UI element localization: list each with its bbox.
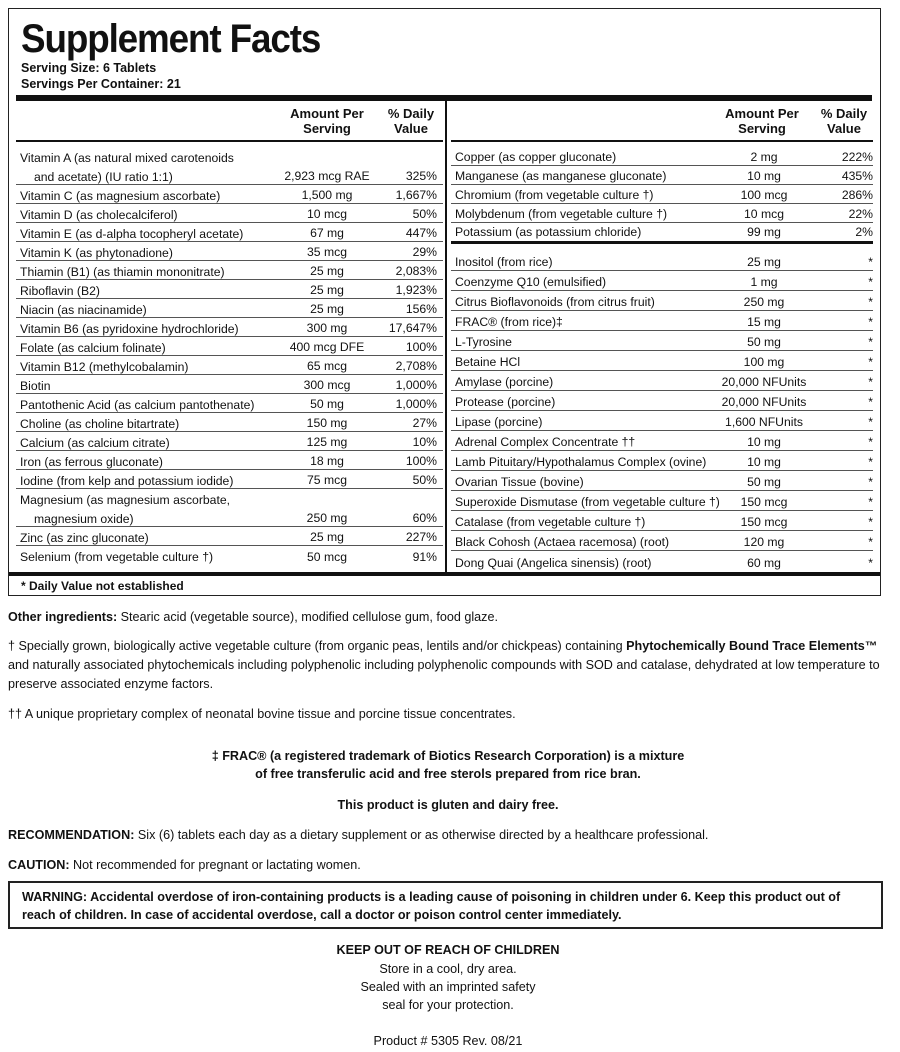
column-divider	[445, 97, 447, 572]
daily-value: 22%	[848, 207, 873, 221]
table-row	[16, 527, 443, 546]
amount-per-serving: 99 mg	[747, 225, 781, 239]
amount-per-serving: 1 mg	[750, 275, 778, 289]
keep-out-of-reach: KEEP OUT OF REACH OF CHILDREN	[336, 943, 560, 957]
panel-title: Supplement Facts	[21, 17, 321, 61]
nutrient-name-line: Magnesium (as magnesium ascorbate,	[20, 493, 230, 507]
header-rule	[16, 95, 872, 101]
table-row	[16, 242, 443, 261]
servings-per-container: Servings Per Container: 21	[21, 77, 181, 91]
daily-value: 50%	[412, 473, 437, 487]
serving-size: Serving Size: 6 Tablets	[21, 61, 157, 75]
amount-per-serving: 2,923 mcg RAE	[284, 169, 370, 183]
table-row	[16, 261, 443, 280]
other-ingredients-text: Stearic acid (vegetable source), modified cellulose gum, food glaze.	[117, 610, 498, 624]
nutrient-name: Amylase (porcine)	[455, 375, 554, 389]
table-bottom-rule	[9, 572, 880, 576]
table-row	[16, 356, 443, 375]
nutrient-name: Dong Quai (Angelica sinensis) (root)	[455, 556, 652, 570]
frac-line-2: of free transferulic acid and free sterols prepared from rice bran.	[255, 767, 641, 781]
nutrient-name: Ovarian Tissue (bovine)	[455, 475, 584, 489]
amount-per-serving: 10 mg	[747, 455, 781, 469]
nutrient-name-line: Riboflavin (B2)	[20, 284, 100, 298]
amount-per-serving: 65 mcg	[307, 359, 347, 373]
table-row	[16, 394, 443, 413]
nutrient-name-line: Vitamin A (as natural mixed carotenoids	[20, 151, 234, 165]
daily-value: 91%	[412, 550, 437, 564]
table-row	[451, 223, 873, 244]
daily-value: 1,923%	[395, 283, 437, 297]
nutrient-name-line: Folate (as calcium folinate)	[20, 341, 166, 355]
nutrient-name	[20, 548, 213, 567]
daily-value: *	[868, 295, 873, 309]
daily-value: 1,000%	[395, 378, 437, 392]
daily-value: 2%	[855, 225, 873, 239]
nutrient-name: Citrus Bioflavonoids (from citrus fruit)	[455, 295, 655, 309]
daily-value: 10%	[412, 435, 437, 449]
nutrient-name: L-Tyrosine	[455, 335, 512, 349]
amount-per-serving: 10 mg	[747, 169, 781, 183]
table-row	[16, 432, 443, 451]
recommendation-text: Six (6) tablets each day as a dietary supplement or as otherwise directed by a healthcare professional.	[134, 828, 709, 842]
amount-per-serving: 35 mcg	[307, 245, 347, 259]
amount-per-serving: 25 mg	[747, 255, 781, 269]
amount-per-serving: 10 mcg	[307, 207, 347, 221]
daily-value: *	[868, 415, 873, 429]
table-row	[451, 166, 873, 185]
left-header-rule	[16, 140, 443, 142]
table-row	[16, 185, 443, 204]
dagger-note-text-b: and naturally associated phytochemicals including polyphenolic including polyphenolic compounds with SOD and catalase, dehydrated at low temperature to preserve associated enzyme factors.	[8, 658, 880, 691]
daily-value: 435%	[841, 169, 873, 183]
amount-per-serving: 150 mcg	[740, 515, 788, 529]
daily-value: 156%	[405, 302, 437, 316]
amount-per-serving: 400 mcg DFE	[289, 340, 365, 354]
nutrient-name: Coenzyme Q10 (emulsified)	[455, 275, 607, 289]
amount-per-serving: 20,000 NFUnits	[721, 395, 807, 409]
nutrient-name: Inositol (from rice)	[455, 255, 553, 269]
right-dv-header: % Daily Value	[820, 106, 868, 136]
amount-per-serving: 50 mg	[310, 397, 344, 411]
amount-per-serving: 2 mg	[750, 150, 778, 164]
dagger-note-text-a: † Specially grown, biologically active vegetable culture (from organic peas, lentils and/or chickpeas) containing	[8, 639, 627, 653]
daily-value: *	[868, 515, 873, 529]
product-number: Product # 5305 Rev. 08/21	[373, 1034, 523, 1048]
nutrient-name-line: Vitamin B6 (as pyridoxine hydrochloride)	[20, 322, 239, 336]
table-row	[451, 204, 873, 223]
table-row	[16, 451, 443, 470]
table-row	[451, 431, 873, 451]
table-row	[16, 318, 443, 337]
amount-per-serving: 25 mg	[310, 283, 344, 297]
table-row	[451, 147, 873, 166]
table-row	[451, 371, 873, 391]
nutrient-name-line: Choline (as choline bitartrate)	[20, 417, 180, 431]
amount-per-serving: 67 mg	[310, 226, 344, 240]
daily-value: 286%	[841, 188, 873, 202]
daily-value: 1,000%	[395, 397, 437, 411]
warning-box: WARNING: Accidental overdose of iron-containing products is a leading cause of poisoning in children under 6. Keep this product out of reach of children. In case of accidental overdose, call a doctor or poison control center immediately.	[8, 881, 883, 929]
daily-value: 29%	[412, 245, 437, 259]
nutrient-name-line: Zinc (as zinc gluconate)	[20, 531, 149, 545]
amount-per-serving: 50 mcg	[307, 550, 347, 564]
table-row	[451, 391, 873, 411]
table-row	[451, 251, 873, 271]
amount-per-serving: 25 mg	[310, 530, 344, 544]
amount-per-serving: 1,500 mg	[301, 188, 353, 202]
table-row	[451, 411, 873, 431]
nutrient-name: Catalase (from vegetable culture †)	[455, 515, 646, 529]
daily-value: 222%	[841, 150, 873, 164]
daily-value: 325%	[405, 169, 437, 183]
amount-per-serving: 1,600 NFUnits	[725, 415, 803, 429]
table-row	[16, 223, 443, 242]
daily-value: *	[868, 395, 873, 409]
amount-per-serving: 300 mg	[306, 321, 348, 335]
table-row	[451, 551, 873, 571]
gluten-free-statement: This product is gluten and dairy free.	[337, 798, 559, 812]
daily-value: 27%	[412, 416, 437, 430]
amount-per-serving: 75 mcg	[307, 473, 347, 487]
nutrient-name: Lamb Pituitary/Hypothalamus Complex (ovine)	[455, 455, 707, 469]
daily-value: *	[868, 435, 873, 449]
nutrient-name: Protease (porcine)	[455, 395, 556, 409]
nutrient-name: Copper (as copper gluconate)	[455, 150, 617, 164]
nutrient-name-line: Iodine (from kelp and potassium iodide)	[20, 474, 234, 488]
table-row	[16, 470, 443, 489]
nutrient-name-line: Vitamin B12 (methylcobalamin)	[20, 360, 189, 374]
table-row	[16, 299, 443, 318]
nutrient-name: Superoxide Dismutase (from vegetable culture †)	[455, 495, 720, 509]
amount-per-serving: 60 mg	[747, 556, 781, 570]
amount-per-serving: 300 mcg	[303, 378, 351, 392]
table-row	[16, 546, 443, 565]
caution-label: CAUTION:	[8, 858, 70, 872]
daily-value: *	[868, 455, 873, 469]
table-row	[451, 331, 873, 351]
nutrient-name-line: Niacin (as niacinamide)	[20, 303, 147, 317]
amount-per-serving: 100 mg	[743, 355, 785, 369]
recommendation-label: RECOMMENDATION:	[8, 828, 135, 842]
table-row	[451, 351, 873, 371]
table-row	[16, 489, 443, 527]
amount-per-serving: 125 mg	[306, 435, 348, 449]
daily-value: 1,667%	[395, 188, 437, 202]
daily-value: *	[868, 556, 873, 570]
nutrient-name	[20, 149, 234, 187]
table-row	[451, 471, 873, 491]
table-row	[451, 311, 873, 331]
daily-value: 447%	[405, 226, 437, 240]
amount-per-serving: 120 mg	[743, 535, 785, 549]
table-row	[451, 291, 873, 311]
amount-per-serving: 10 mcg	[744, 207, 784, 221]
storage-line-3: seal for your protection.	[382, 998, 514, 1012]
daily-value: *	[868, 475, 873, 489]
nutrient-name-line: Iron (as ferrous gluconate)	[20, 455, 163, 469]
nutrient-name-line: and acetate) (IU ratio 1:1)	[34, 170, 173, 184]
table-row	[16, 413, 443, 432]
caution-text: Not recommended for pregnant or lactating women.	[69, 858, 361, 872]
daily-value: 100%	[405, 340, 437, 354]
nutrient-name: Manganese (as manganese gluconate)	[455, 169, 667, 183]
nutrient-name: Black Cohosh (Actaea racemosa) (root)	[455, 535, 670, 549]
amount-per-serving: 18 mg	[310, 454, 344, 468]
daily-value: 2,083%	[395, 264, 437, 278]
left-dv-header: % Daily Value	[387, 106, 435, 136]
daily-value: 227%	[405, 530, 437, 544]
daily-value: 50%	[412, 207, 437, 221]
frac-line-1: ‡ FRAC® (a registered trademark of Biotics Research Corporation) is a mixture	[211, 749, 685, 763]
double-dagger-note: †† A unique proprietary complex of neonatal bovine tissue and porcine tissue concentrates.	[8, 707, 516, 721]
table-row	[16, 204, 443, 223]
table-row	[451, 451, 873, 471]
amount-per-serving: 250 mg	[306, 511, 348, 525]
daily-value: *	[868, 495, 873, 509]
amount-per-serving: 10 mg	[747, 435, 781, 449]
nutrient-name: Adrenal Complex Concentrate ††	[455, 435, 636, 449]
amount-per-serving: 150 mcg	[740, 495, 788, 509]
amount-per-serving: 20,000 NFUnits	[721, 375, 807, 389]
table-row	[16, 147, 443, 185]
left-amount-header: Amount Per Serving	[290, 106, 364, 136]
daily-value: 17,647%	[388, 321, 437, 335]
amount-per-serving: 250 mg	[743, 295, 785, 309]
dagger-note	[8, 637, 888, 694]
nutrient-name-line: Vitamin K (as phytonadione)	[20, 246, 173, 260]
nutrient-name-line: Vitamin C (as magnesium ascorbate)	[20, 189, 221, 203]
dagger-note-bold: Phytochemically Bound Trace Elements™	[626, 639, 878, 653]
other-ingredients	[8, 608, 888, 627]
nutrient-name: Chromium (from vegetable culture †)	[455, 188, 654, 202]
nutrient-name-line: Calcium (as calcium citrate)	[20, 436, 170, 450]
daily-value: 2,708%	[395, 359, 437, 373]
daily-value: *	[868, 275, 873, 289]
nutrient-name-line: magnesium oxide)	[34, 512, 134, 526]
dv-footnote: * Daily Value not established	[21, 579, 184, 593]
nutrient-name-line: Selenium (from vegetable culture †)	[20, 550, 214, 564]
nutrient-name	[20, 491, 230, 529]
nutrient-name-line: Pantothenic Acid (as calcium pantothenate)	[20, 398, 255, 412]
daily-value: *	[868, 335, 873, 349]
storage-line-2: Sealed with an imprinted safety	[360, 980, 536, 994]
caution	[8, 856, 888, 875]
daily-value: 60%	[412, 511, 437, 525]
nutrient-name-line: Vitamin D (as cholecalciferol)	[20, 208, 178, 222]
recommendation	[8, 826, 888, 845]
nutrient-name-line: Thiamin (B1) (as thiamin mononitrate)	[20, 265, 225, 279]
table-row	[451, 531, 873, 551]
amount-per-serving: 15 mg	[747, 315, 781, 329]
table-row	[451, 271, 873, 291]
nutrient-name: FRAC® (from rice)‡	[455, 315, 563, 329]
table-row	[16, 280, 443, 299]
table-row	[16, 375, 443, 394]
daily-value: *	[868, 375, 873, 389]
nutrient-name-line: Vitamin E (as d-alpha tocopheryl acetate)	[20, 227, 244, 241]
right-header-rule	[451, 140, 873, 142]
nutrient-name: Lipase (porcine)	[455, 415, 543, 429]
daily-value: *	[868, 535, 873, 549]
amount-per-serving: 50 mg	[747, 475, 781, 489]
nutrient-name: Molybdenum (from vegetable culture †)	[455, 207, 668, 221]
nutrient-name: Betaine HCl	[455, 355, 521, 369]
storage-line-1: Store in a cool, dry area.	[379, 962, 517, 976]
table-row	[451, 511, 873, 531]
amount-per-serving: 150 mg	[306, 416, 348, 430]
amount-per-serving: 25 mg	[310, 302, 344, 316]
table-row	[16, 337, 443, 356]
table-row	[451, 491, 873, 511]
daily-value: 100%	[405, 454, 437, 468]
daily-value: *	[868, 255, 873, 269]
table-row	[451, 185, 873, 204]
nutrient-name: Potassium (as potassium chloride)	[455, 225, 642, 239]
right-amount-header: Amount Per Serving	[725, 106, 799, 136]
daily-value: *	[868, 355, 873, 369]
daily-value: *	[868, 315, 873, 329]
amount-per-serving: 100 mcg	[740, 188, 788, 202]
supplement-facts-panel	[8, 8, 881, 596]
other-ingredients-label: Other ingredients:	[8, 610, 118, 624]
amount-per-serving: 50 mg	[747, 335, 781, 349]
amount-per-serving: 25 mg	[310, 264, 344, 278]
nutrient-name-line: Biotin	[20, 379, 51, 393]
